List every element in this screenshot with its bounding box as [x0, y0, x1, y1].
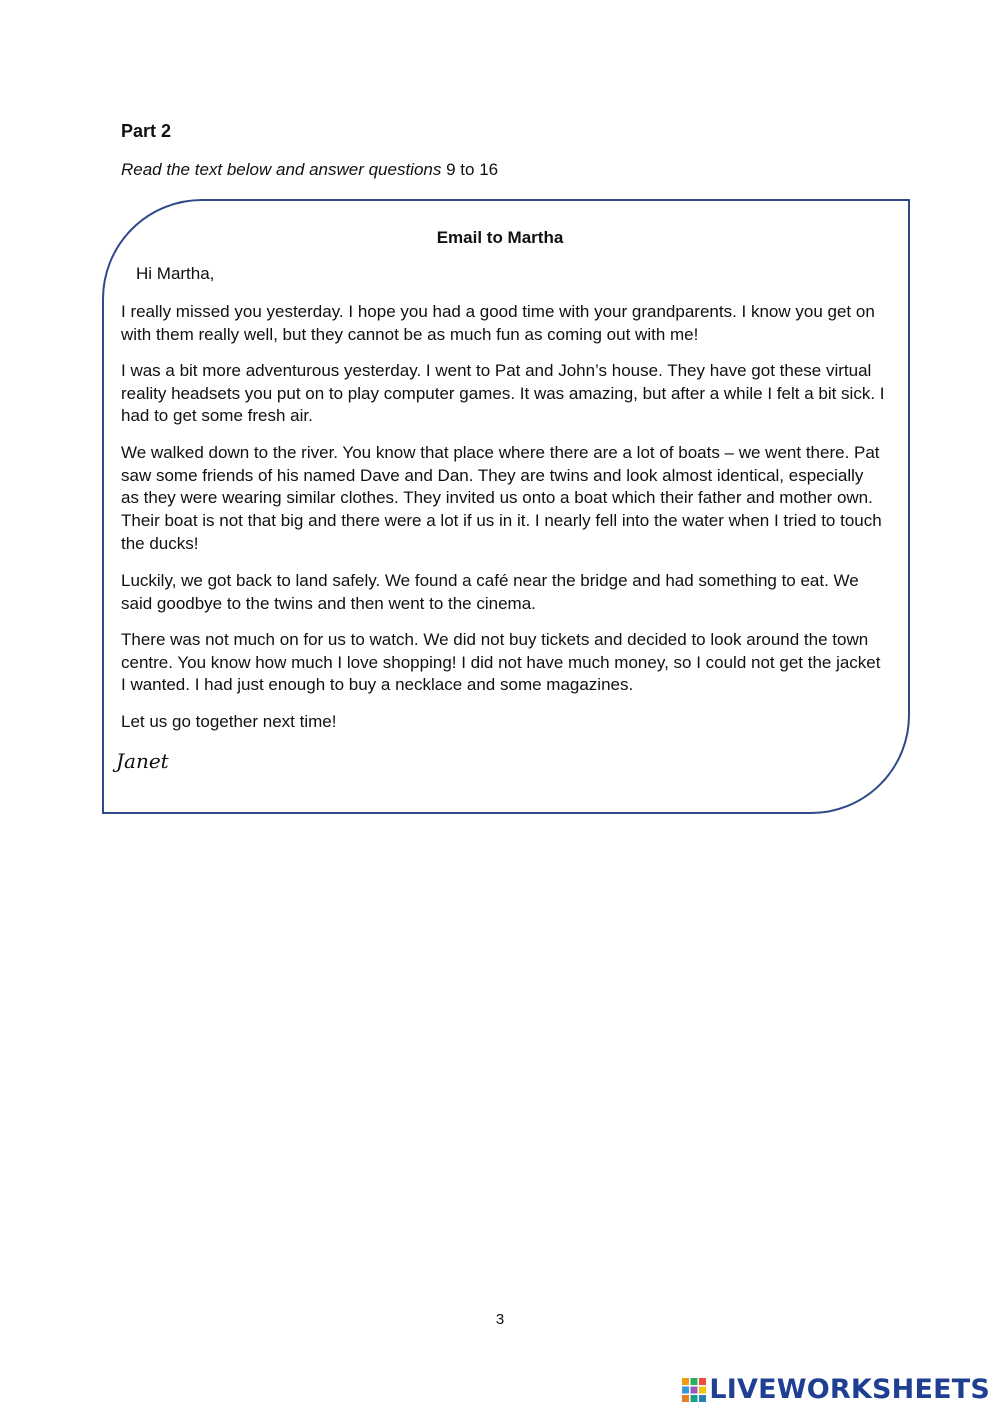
instruction: [121, 160, 498, 180]
email-title: Email to Martha: [436, 228, 564, 247]
instruction-text: Read the text below and answer questions: [121, 160, 442, 179]
liveworksheets-brand-text: LIVEWORKSHEETS: [709, 1374, 990, 1405]
email-signature: Janet: [116, 749, 169, 773]
email-box: [102, 199, 910, 814]
email-paragraph: Luckily, we got back to land safely. We found a café near the bridge and had something to eat. We said goodbye to the twins and then went to the cinema.: [121, 571, 859, 613]
liveworksheets-logo-icon: [681, 1377, 707, 1403]
liveworksheets-brand: [681, 1374, 990, 1405]
part-heading: Part 2: [121, 121, 172, 141]
email-paragraph: I was a bit more adventurous yesterday. I went to Pat and John’s house. They have got these virtual reality headsets you put on to play computer games. It was amazing, but after a while I felt a bit sick. I had to get some fresh air.: [121, 361, 885, 426]
email-greeting: Hi Martha,: [136, 264, 215, 283]
email-closing: Let us go together next time!: [121, 712, 337, 731]
email-paragraph: There was not much on for us to watch. We did not buy tickets and decided to look around the town centre. You know how much I love shopping! I did not have much money, so I could not get the jacket I wanted. I had just enough to buy a necklace and some magazines.: [121, 630, 881, 695]
page-number: 3: [495, 1311, 505, 1328]
email-paragraph: We walked down to the river. You know that place where there are a lot of boats – we went there. Pat saw some friends of his named Dave and Dan. They are twins and look almost identical, especially as they were wearing similar clothes. They invited us onto a boat which their father and mother own. Their boat is not that big and there were a lot if us in it. I nearly fell into the water when I tried to touch the ducks!: [121, 443, 882, 553]
email-paragraph: I really missed you yesterday. I hope you had a good time with your grandparents. I know you get on with them really well, but they cannot be as much fun as coming out with me!: [121, 302, 875, 344]
question-range: 9 to 16: [446, 160, 499, 179]
